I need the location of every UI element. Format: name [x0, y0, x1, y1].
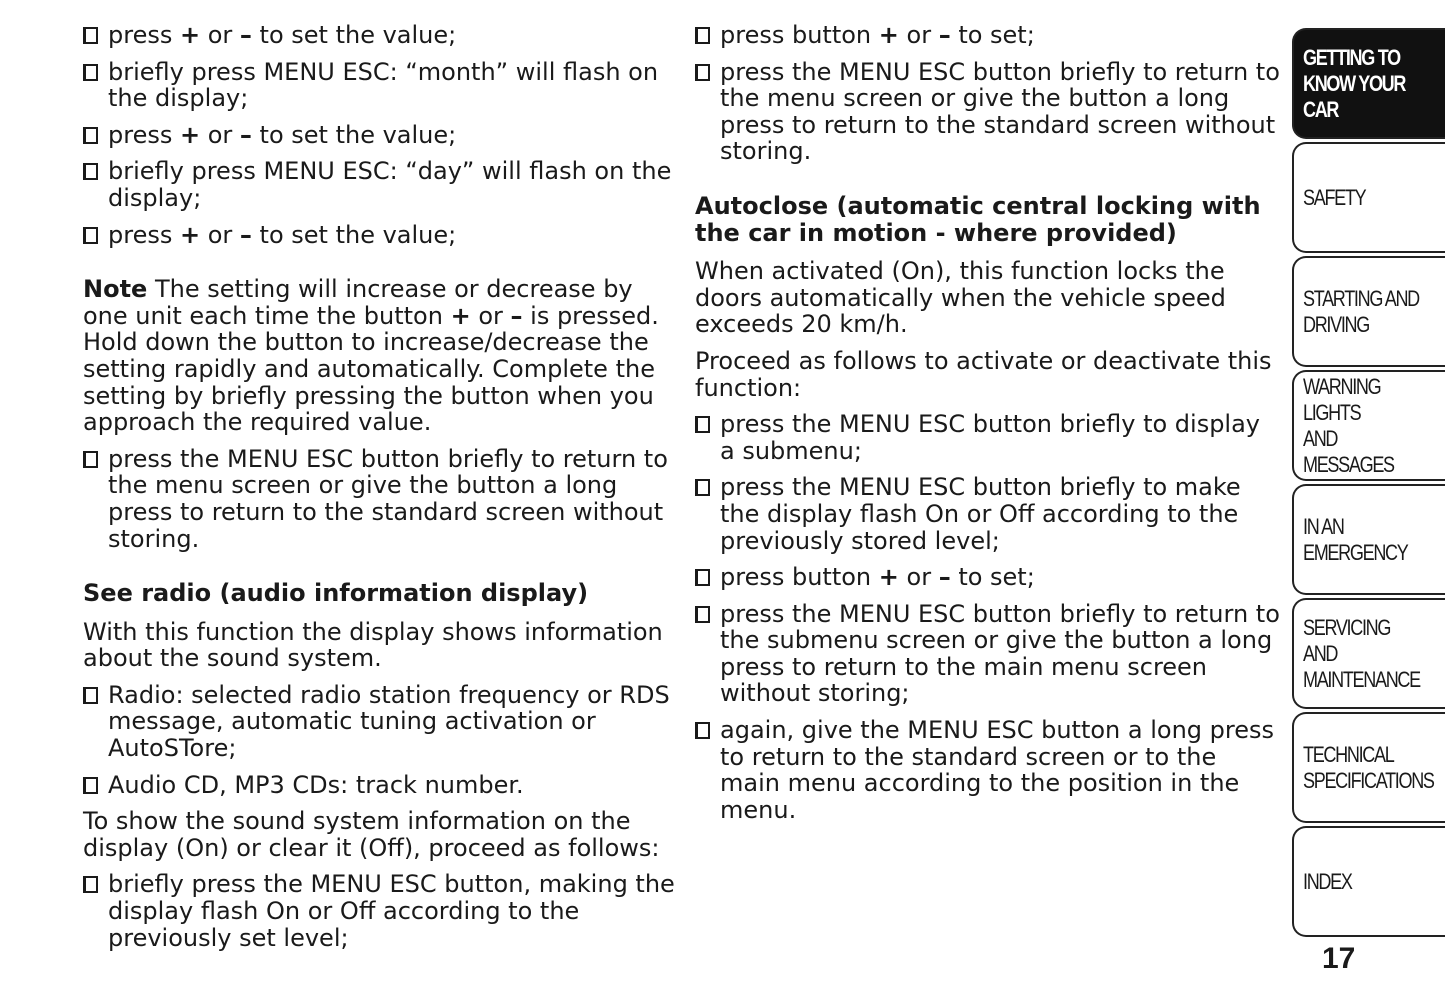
bullet-item: press + or – to set the value; [83, 122, 683, 149]
checkbox-bullet-icon [83, 227, 98, 244]
left-column [83, 22, 683, 961]
checkbox-bullet-icon [83, 127, 98, 144]
tab-in-an-emergency[interactable]: IN AN EMERGENCY [1292, 484, 1445, 595]
paragraph: Proceed as follows to activate or deactivate this function: [695, 346, 1272, 402]
checkbox-bullet-icon [83, 876, 98, 893]
tab-technical-specifications[interactable]: TECHNICAL SPECIFICATIONS [1292, 712, 1445, 823]
tab-warning-lights-and-messages[interactable]: WARNING LIGHTS AND MESSAGES [1292, 370, 1445, 481]
bullet-item: Audio CD, MP3 CDs: track number. [83, 772, 683, 799]
section-heading: See radio (audio information display) [83, 579, 589, 608]
checkbox-bullet-icon [83, 64, 98, 81]
bullet-item: press the MENU ESC button briefly to display a submenu; [695, 411, 1280, 464]
tab-index[interactable]: INDEX [1292, 826, 1445, 937]
bullet-item: again, give the MENU ESC button a long press to return to the standard screen or to the main menu according to the position in the menu. [695, 717, 1280, 823]
chapter-tabs [1292, 28, 1445, 940]
bullet-item: press the MENU ESC button briefly to return to the menu screen or give the button a long press to return to the standard screen without storing. [83, 446, 683, 552]
bullet-item: press + or – to set the value; [83, 22, 683, 49]
tab-safety[interactable]: SAFETY [1292, 142, 1445, 253]
paragraph: When activated (On), this function locks the doors automatically when the vehicle speed exceeds 20 km/h. [695, 257, 1226, 339]
bullet-item: briefly press MENU ESC: “month” will flash on the display; [83, 59, 683, 112]
tab-getting-to-know-your-car[interactable]: GETTING TO KNOW YOUR CAR [1292, 28, 1445, 139]
checkbox-bullet-icon [695, 479, 710, 496]
checkbox-bullet-icon [695, 722, 710, 739]
bullet-item: press button + or – to set; [695, 564, 1280, 591]
checkbox-bullet-icon [83, 451, 98, 468]
tab-starting-and-driving[interactable]: STARTING AND DRIVING [1292, 256, 1445, 367]
section-heading: Autoclose (automatic central locking with the car in motion - where provided) [695, 191, 1261, 247]
paragraph: To show the sound system information on the display (On) or clear it (Off), proceed as follows: [83, 807, 660, 862]
bullet-item: Radio: selected radio station frequency or RDS message, automatic tuning activation or AutoSTore; [83, 682, 683, 762]
checkbox-bullet-icon [695, 64, 710, 81]
bullet-item: press + or – to set the value; [83, 222, 683, 249]
tab-servicing-and-maintenance[interactable]: SERVICING AND MAINTENANCE [1292, 598, 1445, 709]
checkbox-bullet-icon [695, 27, 710, 44]
page-number: 17 [1322, 942, 1356, 975]
bullet-item: press button + or – to set; [695, 22, 1280, 49]
paragraph: With this function the display shows information about the sound system. [83, 617, 663, 673]
checkbox-bullet-icon [83, 687, 98, 704]
checkbox-bullet-icon [695, 416, 710, 433]
right-column [695, 22, 1280, 833]
note-paragraph: Note The setting will increase or decrease by one unit each time the button + or – is pressed. Hold down the button to increase/decrease the setting rapidly and automatically. Complete the setting by briefly pressing the button when you approach the required value. [83, 275, 659, 437]
bullet-item: briefly press the MENU ESC button, making the display flash On or Off according to the previously set level; [83, 871, 683, 951]
bullet-item: briefly press MENU ESC: “day” will flash on the display; [83, 158, 683, 211]
bullet-item: press the MENU ESC button briefly to make the display flash On or Off according to the previously stored level; [695, 474, 1280, 554]
checkbox-bullet-icon [83, 777, 98, 794]
bullet-item: press the MENU ESC button briefly to return to the submenu screen or give the button a long press to return to the main menu screen without storing; [695, 601, 1280, 707]
checkbox-bullet-icon [83, 27, 98, 44]
checkbox-bullet-icon [83, 163, 98, 180]
checkbox-bullet-icon [695, 569, 710, 586]
bullet-item: press the MENU ESC button briefly to return to the menu screen or give the button a long press to return to the standard screen without storing. [695, 59, 1280, 165]
checkbox-bullet-icon [695, 606, 710, 623]
